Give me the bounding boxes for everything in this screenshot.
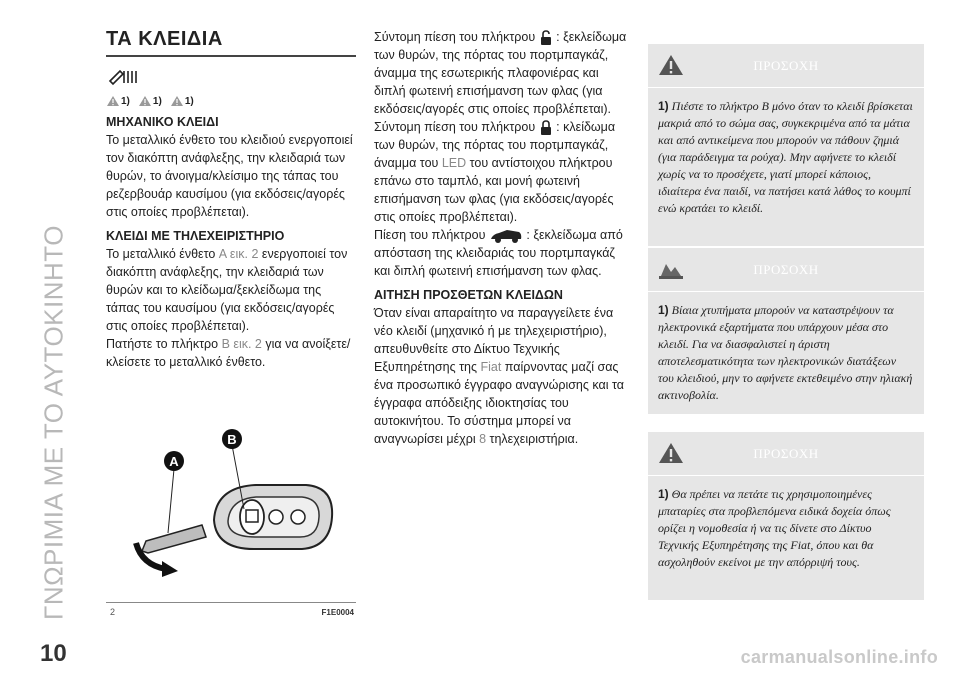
warning-ref-label: 1) xyxy=(184,96,194,107)
heading-remote-key: ΚΛΕΙΔΙ ΜΕ ΤΗΛΕΧΕΙΡΙΣΤΗΡΙΟ xyxy=(106,229,285,243)
remote-key-illustration xyxy=(106,425,356,595)
warning-box-2 xyxy=(648,248,924,414)
key-symbol-icon xyxy=(106,67,356,89)
warning-header xyxy=(648,432,924,476)
warning-text: 1) Βίαια χτυπήματα μπορούν να καταστρέψουν τα ηλεκτρονικά εξαρτήματα που υπάρχουν μέσα στο κλειδί. Για να διασφαλιστεί η άριστη αποτελεσματικότητα των ηλεκτρονικών διατάξεων του κλειδιού, μην το αφήνετε εκτεθειμένο στην ηλιακή ακτινοβολία. xyxy=(658,303,913,402)
section-title: ΤΑ ΚΛΕΙΔΙΑ xyxy=(106,28,356,57)
warning-ref-3 xyxy=(170,95,194,107)
warning-triangle-icon xyxy=(106,95,120,107)
key-figure xyxy=(106,425,356,617)
warning-box-3 xyxy=(648,432,924,600)
warning-triangle-icon xyxy=(658,442,684,464)
mechanical-key-text: Το μεταλλικό ένθετο του κλειδιού ενεργοποιεί τον διακόπτη ανάφλεξης, την κλειδαριά των θυρών, το άνοιγμα/κλείσιμο της τάπας του ρεζερβουάρ καυσίμου (για εκδόσεις/αγορές στις οποίες προβλέπεται). xyxy=(106,133,353,219)
page-number: 10 xyxy=(40,640,67,667)
remote-key-text-1: Το μεταλλικό ένθετο A εικ. 2 ενεργοποιεί τον διακόπτη ανάφλεξης, την κλειδαριά των θυρών και το κλείδωμα/ξεκλείδωμα της τάπας του καυσίμου (για εκδόσεις/αγορές στις οποίες προβλέπεται). xyxy=(106,247,348,333)
warning-label: ΠΡΟΣΟΧΗ xyxy=(753,445,819,461)
led-ref: LED xyxy=(441,156,467,170)
warning-triangle-icon xyxy=(138,95,152,107)
heading-request-keys: ΑΙΤΗΣΗ ΠΡΟΣΘΕΤΩΝ ΚΛΕΙΔΩΝ xyxy=(374,288,563,302)
warning-ref-label: 1) xyxy=(121,96,130,107)
figure-rule xyxy=(106,602,356,603)
warning-triangle-icon xyxy=(170,95,184,107)
figure-number: 2 xyxy=(110,607,116,617)
warning-ref-1 xyxy=(106,95,130,107)
column-1 xyxy=(106,28,356,371)
unlock-button-text: Σύντομη πίεση του πλήκτρου : ξεκλείδωμα των θυρών, της πόρτας του πορτμπαγκάζ, άναμμα της εσωτερικής πλαφονιέρας και διπλή φωτεινή επισήμανση των φλας (για εκδόσεις/αγορές στις οποίες προβλέπεται). xyxy=(374,30,627,116)
warning-text: 1) Θα πρέπει να πετάτε τις χρησιμοποιημένες μπαταρίες στα προβλεπόμενα ειδικά δοχεία όπως ορίζει η νομοθεσία ή να τις δίνετε στο Δίκτυο Τεχνικής Εξυπηρέτησης της Fiat, όπου και θα ασχοληθούν εκείνοι με την απόρριψή τους. xyxy=(658,487,891,569)
side-section-title: ΓΝΩΡΙΜΙΑ ΜΕ ΤΟ ΑΥΤΟΚΙΝΗΤΟ xyxy=(38,225,69,620)
trunk-button-text: Πίεση του πλήκτρου : ξεκλείδωμα από απόσταση της κλειδαριάς του πορτμπαγκάζ και διπλή φωτεινή επισήμανση των φλας. xyxy=(374,228,623,278)
heading-mechanical-key: ΜΗΧΑΝΙΚΟ ΚΛΕΙΔΙ xyxy=(106,115,219,129)
request-keys-text: Όταν είναι απαραίτητο να παραγγείλετε ένα νέο κλειδί (μηχανικό ή με τηλεχειριστήριο), απευθυνθείτε στο Δίκτυο Τεχνικής Εξυπηρέτησης της Fiat παίρνοντας μαζί σας ένα προσωπικό έγγραφο αναγνώρισης και τα έγγραφα απόδειξης ιδιοκτησίας του αυτοκινήτου. Το σύστημα μπορεί να αναγνωρίσει μέχρι 8 τηλεχειριστήρια. xyxy=(374,306,624,446)
column-2 xyxy=(374,28,632,448)
environment-icon xyxy=(658,258,684,280)
warning-triangle-icon xyxy=(658,54,684,76)
warning-ref-2 xyxy=(138,95,162,107)
warning-box-1 xyxy=(648,44,924,246)
figure-ref-b: B εικ. 2 xyxy=(221,337,262,351)
warning-references xyxy=(106,95,356,107)
warning-header xyxy=(648,44,924,88)
warning-header xyxy=(648,248,924,292)
lock-button-text: Σύντομη πίεση του πλήκτρου : κλείδωμα των θυρών, της πόρτας του πορτμπαγκάζ, άναμμα του LED του αντίστοιχου πλήκτρου επάνω στο ταμπλό, και μονή φωτεινή επισήμανση των φλας (για εκδόσεις/αγορές στις οποίες προβλέπεται). xyxy=(374,120,616,224)
watermark: carmanualsonline.info xyxy=(740,647,938,667)
figure-label-b: B xyxy=(227,432,237,447)
figure-label-a: A xyxy=(169,454,179,469)
warning-ref-label: 1) xyxy=(152,96,162,107)
warning-text: 1) Πιέστε το πλήκτρο B μόνο όταν το κλειδί βρίσκεται μακριά από το σώμα σας, συγκεκριμένα από τα μάτια και από αντικείμενα που μπορούν να πάθουν ζημιά (για παράδειγμα τα ρούχα). Μην αφήνετε το κλειδί χωρίς να το προσέχετε, γιατί μπορεί κάποιος, ιδιαίτερα ένα παιδί, να πατήσει κατά λάθος το κουμπί ενώ κρατάει το κλειδί. xyxy=(658,99,913,215)
unlock-padlock-icon xyxy=(539,30,553,46)
remote-key-text-2: Πατήστε το πλήκτρο B εικ. 2 για να ανοίξετε/κλείσετε το μεταλλικό ένθετο. xyxy=(106,337,351,369)
brand-ref: Fiat xyxy=(480,360,502,374)
warning-label: ΠΡΟΣΟΧΗ xyxy=(753,261,819,277)
warning-label: ΠΡΟΣΟΧΗ xyxy=(753,57,819,73)
figure-ref-a: A εικ. 2 xyxy=(218,247,259,261)
lock-padlock-icon xyxy=(539,120,553,136)
figure-code: F1E0004 xyxy=(321,608,354,617)
car-trunk-icon xyxy=(489,228,523,244)
remote-count: 8 xyxy=(479,432,487,446)
